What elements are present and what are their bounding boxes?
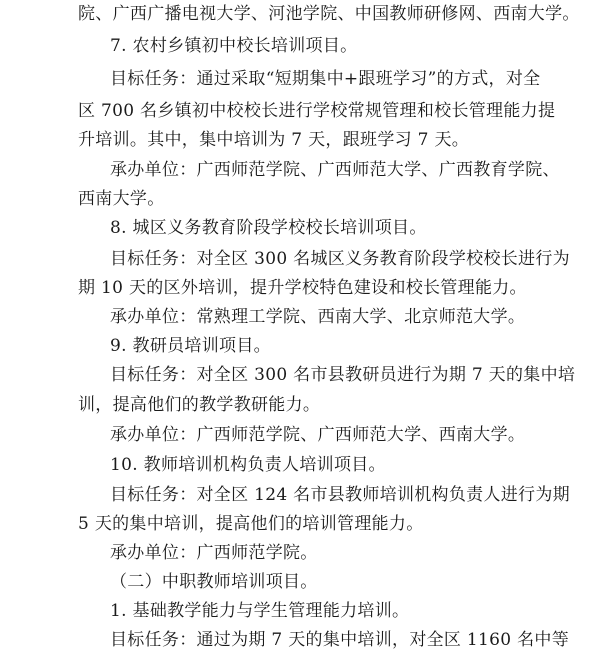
paragraph-line: 承办单位：广西师范学院、广西师范大学、广西教育学院、 xyxy=(110,160,560,180)
paragraph-line: 目标任务：对全区 300 名市县教研员进行为期 7 天的集中培 xyxy=(110,365,576,385)
paragraph-line: 训，提高他们的教学教研能力。 xyxy=(78,395,321,415)
paragraph-line: 院、广西广播电视大学、河池学院、中国教师研修网、西南大学。 xyxy=(78,4,580,24)
paragraph-line: 期 10 天的区外培训，提升学校特色建设和校长管理能力。 xyxy=(78,278,527,298)
paragraph-line: 5 天的集中培训，提高他们的培训管理能力。 xyxy=(78,514,424,534)
section-heading: 1. 基础教学能力与学生管理能力培训。 xyxy=(110,601,410,621)
section-heading: （二）中职教师培训项目。 xyxy=(110,572,318,592)
section-heading: 7. 农村乡镇初中校长培训项目。 xyxy=(110,36,358,56)
section-heading: 9. 教研员培训项目。 xyxy=(110,336,271,356)
paragraph-line: 承办单位：广西师范学院、广西师范大学、西南大学。 xyxy=(110,425,526,445)
paragraph-line: 目标任务：对全区 300 名城区义务教育阶段学校校长进行为 xyxy=(110,249,570,269)
paragraph-line: 目标任务：对全区 124 名市县教师培训机构负责人进行为期 xyxy=(110,485,570,505)
paragraph-line: 区 700 名乡镇初中校校长进行学校常规管理和校长管理能力提 xyxy=(78,101,556,121)
paragraph-line: 升培训。其中，集中培训为 7 天，跟班学习 7 天。 xyxy=(78,130,470,150)
paragraph-line: 承办单位：常熟理工学院、西南大学、北京师范大学。 xyxy=(110,307,526,327)
paragraph-line: 西南大学。 xyxy=(78,189,165,209)
paragraph-line: 目标任务：通过采取“短期集中+跟班学习”的方式，对全 xyxy=(110,69,541,89)
section-heading: 8. 城区义务教育阶段学校校长培训项目。 xyxy=(110,218,427,238)
paragraph-line: 承办单位：广西师范学院。 xyxy=(110,543,318,563)
section-heading: 10. 教师培训机构负责人培训项目。 xyxy=(110,455,386,475)
paragraph-line: 目标任务：通过为期 7 天的集中培训，对全区 1160 名中等 xyxy=(110,630,569,650)
